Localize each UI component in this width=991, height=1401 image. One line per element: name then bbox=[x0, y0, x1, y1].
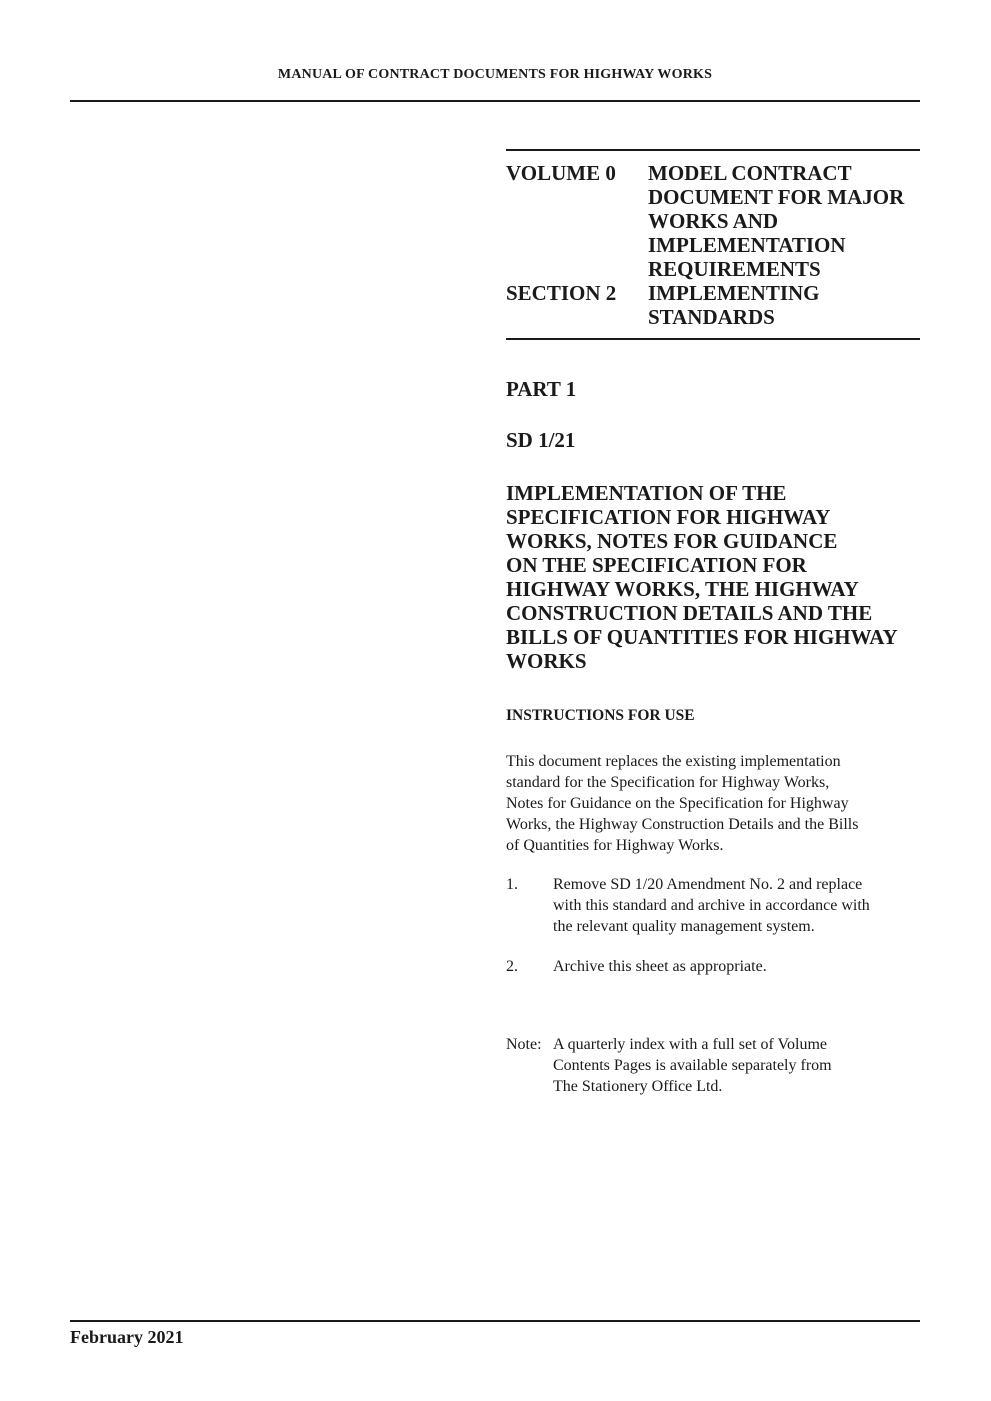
manual-title: MANUAL OF CONTRACT DOCUMENTS FOR HIGHWAY WORKS bbox=[277, 67, 713, 82]
instruction-text: Remove SD 1/20 Amendment No. 2 and replace with this standard and archive in accordance with the relevant quality management system. bbox=[553, 876, 870, 935]
section-label: SECTION 2 bbox=[506, 281, 617, 305]
note-label: Note: bbox=[506, 1036, 542, 1053]
instructions-intro: This document replaces the existing implementation standard for the Specification for Highway Works, Notes for Guidance on the Specification for Highway Works, the Highway Construction Details and the Bills of Quantities for Highway Works. bbox=[506, 753, 859, 854]
volume-row bbox=[506, 161, 920, 281]
standard-reference: SD 1/21 bbox=[506, 428, 576, 452]
footer-divider bbox=[70, 1320, 920, 1322]
instruction-item bbox=[506, 874, 920, 937]
volume-label: VOLUME 0 bbox=[506, 161, 616, 185]
volume-block-top-divider bbox=[506, 149, 920, 151]
instruction-text: Archive this sheet as appropriate. bbox=[553, 958, 767, 975]
instruction-item bbox=[506, 956, 920, 977]
note-text: A quarterly index with a full set of Volume Contents Pages is available separately from The Stationery Office Ltd. bbox=[553, 1036, 832, 1095]
part-heading: PART 1 bbox=[506, 377, 577, 401]
instruction-number: 1. bbox=[506, 876, 518, 893]
volume-title: MODEL CONTRACT DOCUMENT FOR MAJOR WORKS AND IMPLEMENTATION REQUIREMENTS bbox=[648, 161, 905, 281]
instruction-number: 2. bbox=[506, 958, 518, 975]
volume-block-bottom-divider bbox=[506, 338, 920, 340]
document-title: IMPLEMENTATION OF THE SPECIFICATION FOR HIGHWAY WORKS, NOTES FOR GUIDANCE ON THE SPECIFICATION FOR HIGHWAY WORKS, THE HIGHWAY CONSTRUCTION DETAILS AND THE BILLS OF QUANTITIES FOR HIGHWAY WORKS bbox=[506, 481, 898, 673]
instructions-heading: INSTRUCTIONS FOR USE bbox=[506, 707, 695, 724]
publication-date: February 2021 bbox=[70, 1327, 184, 1347]
section-row bbox=[506, 281, 920, 329]
section-title: IMPLEMENTING STANDARDS bbox=[648, 281, 820, 329]
header-divider bbox=[70, 100, 920, 102]
